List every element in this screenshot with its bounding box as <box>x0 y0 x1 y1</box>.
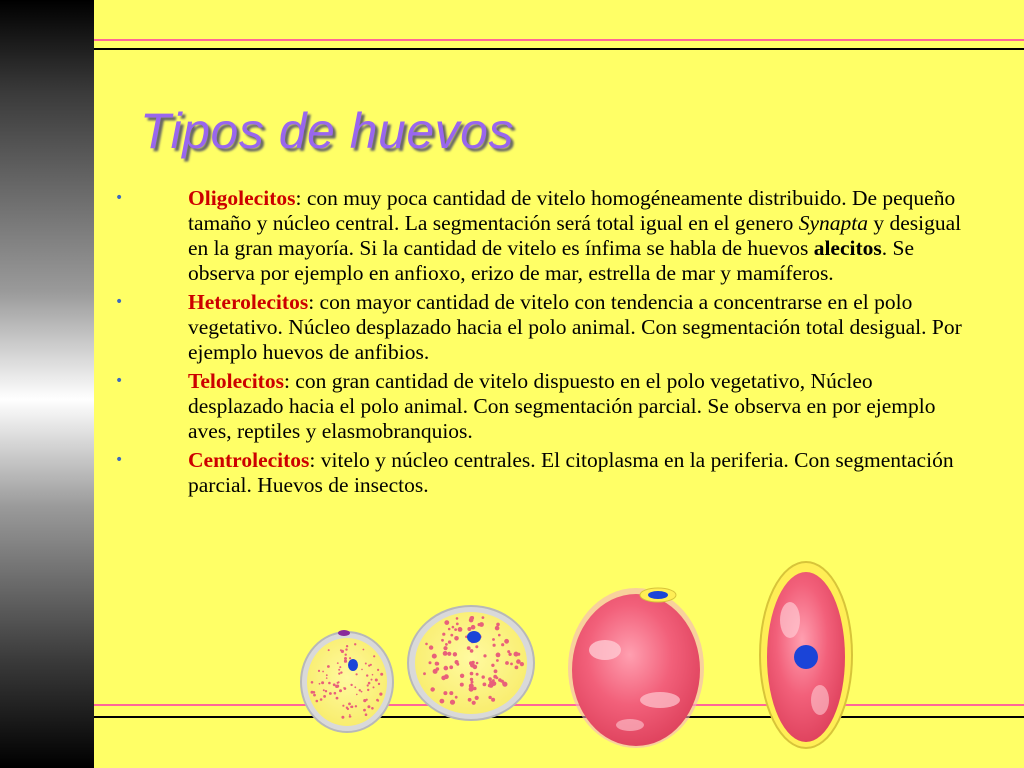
yolk-granule <box>367 684 369 686</box>
yolk-granule <box>443 651 448 656</box>
yolk-granule <box>471 640 474 643</box>
yolk-granule <box>344 660 347 663</box>
yolk-granule <box>361 691 363 693</box>
bullet-centrolecitos <box>115 448 965 498</box>
yolk-granule <box>378 683 380 685</box>
yolk-granule <box>333 683 336 686</box>
yolk-granule <box>311 681 314 684</box>
bullet-text: : con mayor cantidad de vitelo con tendencia a concentrarse en el polo vegetativo. Núcleo desplazado hacia el polo animal. Con segmentación total desigual. Por ejemplo huevos de anfibios. <box>188 290 962 364</box>
yolk-granule <box>311 691 314 694</box>
bold-term: alecitos <box>813 236 882 260</box>
yolk-granule <box>516 659 521 664</box>
yolk-granule <box>471 661 474 664</box>
yolk-granule <box>493 644 496 647</box>
yolk-granule <box>361 669 363 671</box>
yolk-granule <box>475 637 479 641</box>
yolk-granule <box>371 679 373 681</box>
bullet-oligolecitos <box>115 186 965 286</box>
yolk-granule <box>473 665 478 670</box>
yolk-granule <box>470 649 474 653</box>
yolk-granule <box>498 634 501 637</box>
yolk-granule <box>476 662 479 665</box>
yolk-granule <box>500 680 503 683</box>
yolk-granule <box>429 645 433 649</box>
yolk-granule <box>377 669 379 671</box>
polar-body-icon <box>338 630 350 636</box>
yolk-granule <box>344 657 347 660</box>
yolk-granule <box>491 698 495 702</box>
yolk-granule <box>354 667 356 669</box>
yolk-granule <box>482 616 485 619</box>
yolk-granule <box>504 639 509 644</box>
yolk-granule <box>377 700 379 702</box>
yolk-granule <box>366 699 368 701</box>
yolk-granule <box>468 698 472 702</box>
yolk-granule <box>323 695 326 698</box>
yolk-granule <box>345 648 347 650</box>
yolk-granule <box>498 678 502 682</box>
yolk-granule <box>473 687 477 691</box>
yolk-granule <box>343 687 345 689</box>
yolk-granule <box>480 623 483 626</box>
yolk-granule <box>319 683 321 685</box>
yolk-granule <box>471 681 474 684</box>
yolk-granule <box>365 663 367 665</box>
yolk-granule <box>443 646 447 650</box>
yolk-granule <box>456 663 459 666</box>
yolk-granule <box>368 665 370 667</box>
yolk-granule <box>501 680 504 683</box>
term-label: Heterolecitos <box>188 290 309 314</box>
yolk-granule <box>376 699 379 702</box>
yolk-granule <box>488 684 491 687</box>
yolk-granule <box>363 699 366 702</box>
yolk-granule <box>334 692 337 695</box>
yolk-granule <box>455 696 458 699</box>
yolk-granule <box>448 640 451 643</box>
heterolecito-egg <box>408 606 534 720</box>
yolk-granule <box>478 635 482 639</box>
yolk-granule <box>370 664 372 666</box>
nucleus-icon <box>348 659 358 671</box>
yolk-granule <box>475 645 478 648</box>
yolk-granule <box>442 633 445 636</box>
yolk-granule <box>448 628 451 631</box>
nucleus-icon <box>794 645 818 669</box>
yolk-granule <box>488 696 491 699</box>
yolk-granule <box>325 690 327 692</box>
yolk-granule <box>435 662 439 666</box>
yolk-granule <box>454 628 457 631</box>
yolk-granule <box>445 643 448 646</box>
yolk-granule <box>354 643 356 645</box>
yolk-granule <box>508 653 511 656</box>
yolk-granule <box>368 682 371 685</box>
yolk-granule <box>441 639 444 642</box>
yolk-granule <box>430 687 434 691</box>
term-label: Oligolecitos <box>188 186 296 210</box>
yolk-granule <box>488 677 492 681</box>
yolk-granule <box>429 661 432 664</box>
telolecito-egg <box>568 588 704 748</box>
yolk-granule <box>441 676 446 681</box>
yolk-granule <box>514 652 519 657</box>
yolk-granule <box>344 687 347 690</box>
yolk-granule <box>492 638 495 641</box>
yolk-granule <box>471 625 476 630</box>
yolk-granule <box>326 674 328 676</box>
centrolecito-egg <box>760 562 852 748</box>
yolk-granule <box>449 691 453 695</box>
yolk-granule <box>356 694 358 696</box>
yolk-granule <box>339 689 342 692</box>
italic-genus: Synapta <box>798 211 868 235</box>
yolk-granule <box>432 654 437 659</box>
yolk-granule <box>492 679 495 682</box>
yolk-granule <box>470 678 473 681</box>
yolk-granule <box>380 673 383 676</box>
bullet-text: : con muy poca cantidad de vitelo homogéneamente distribuido. De pequeño tamaño y núcleo central. La segmentación será total igual en el genero <box>188 186 956 235</box>
yolk-granule <box>316 700 319 703</box>
yolk-granule <box>326 677 328 679</box>
yolk-granule <box>346 645 348 647</box>
yolk-granule <box>496 623 500 627</box>
yolk-granule <box>373 655 375 657</box>
yolk-granule <box>436 662 439 665</box>
yolk-granule <box>479 622 484 627</box>
yolk-granule <box>501 643 504 646</box>
yolk-granule <box>328 649 330 651</box>
term-label: Centrolecitos <box>188 448 310 472</box>
yolk-granule <box>476 673 479 676</box>
yolk-granule <box>340 671 342 673</box>
yolk-granule <box>323 689 325 691</box>
yolk-granule <box>467 627 471 631</box>
yolk-granule <box>469 661 473 665</box>
yolk-granule <box>347 708 349 710</box>
yolk-granule <box>502 682 507 687</box>
yolk-granule <box>321 681 324 684</box>
yolk-granule <box>338 669 340 671</box>
term-label: Telolecitos <box>188 369 284 393</box>
yolk-granule <box>496 653 501 658</box>
yolk-granule <box>456 623 459 626</box>
yolk-granule <box>483 654 486 657</box>
yolk-granule <box>453 652 457 656</box>
yolk-granule <box>492 681 497 686</box>
slide-title: Tipos de huevos <box>140 103 514 159</box>
bullet-telolecitos <box>115 369 965 444</box>
yolk-granule <box>337 682 339 684</box>
yolk-granule <box>425 643 428 646</box>
yolk-granule <box>510 663 513 666</box>
yolk-granule <box>467 646 471 650</box>
yolk-granule <box>469 616 473 620</box>
yolk-granule <box>367 689 369 691</box>
yolk-granule <box>336 685 338 687</box>
yolk-granule <box>336 685 339 688</box>
yolk-granule <box>341 650 344 653</box>
yolk-granule <box>460 683 464 687</box>
yolk-granule <box>327 665 330 668</box>
gradient-sidebar <box>0 0 94 768</box>
yolk-granule <box>489 683 494 688</box>
yolk-granule <box>444 666 449 671</box>
yolk-granule <box>465 636 468 639</box>
yolk-granule <box>379 693 382 696</box>
yolk-granule <box>489 681 493 685</box>
yolk-granule <box>469 687 474 692</box>
yolk-granule <box>376 679 378 681</box>
yolk-granule <box>436 667 440 671</box>
yolk-granule <box>423 672 426 675</box>
yolk-granule <box>328 682 331 685</box>
yolk-granule <box>517 653 520 656</box>
yolk-granule <box>460 674 464 678</box>
yolk-granule <box>494 669 498 673</box>
yolk-granule <box>454 636 459 641</box>
yolk-granule <box>349 657 351 659</box>
yolk-granule <box>458 627 463 632</box>
yolk-granule <box>469 684 474 689</box>
bottom-black-rule <box>94 716 1024 718</box>
nucleus-icon <box>648 591 668 599</box>
yolk-granule <box>313 691 316 694</box>
top-black-rule <box>94 48 1024 50</box>
yolk-granule <box>433 669 438 674</box>
yolk-granule <box>338 673 340 675</box>
yolk-granule <box>320 698 323 701</box>
yolk-granule <box>335 685 338 688</box>
yolk-granule <box>337 662 339 664</box>
nucleus-icon <box>467 631 481 643</box>
bottom-pink-rule <box>94 704 1024 706</box>
bullet-dot-icon: • <box>115 294 124 310</box>
yolk-granule <box>339 666 341 668</box>
yolk-granule <box>495 626 500 631</box>
yolk-granule <box>322 671 324 673</box>
yolk-granule <box>340 649 342 651</box>
yolk-granule <box>444 620 449 625</box>
yolk-granule <box>507 650 510 653</box>
yolk-granule <box>491 664 494 667</box>
bullet-text: : con gran cantidad de vitelo dispuesto en el polo vegetativo, Núcleo desplazado hacia el polo animal. Con segmentación parcial. Se observa en por ejemplo aves, reptiles y elasmobranquios. <box>188 369 936 443</box>
yolk-granule <box>443 691 447 695</box>
yolk-granule <box>313 694 316 697</box>
yolk-granule <box>444 674 449 679</box>
yolk-granule <box>502 682 505 685</box>
bullet-text: y desigual en la gran mayoría. Si la cantidad de vitelo es ínfima se habla de huevos <box>188 211 962 260</box>
yolk-granule <box>447 652 451 656</box>
yolk-granule <box>345 654 347 656</box>
yolk-granule <box>350 684 352 686</box>
yolk-granule <box>450 634 453 637</box>
yolk-granule <box>456 617 459 620</box>
bullet-list <box>115 186 965 502</box>
yolk-granule <box>350 706 352 708</box>
yolk-granule <box>496 659 499 662</box>
bullet-dot-icon: • <box>115 190 124 206</box>
yolk-granule <box>336 697 339 700</box>
yolk-granule <box>338 681 340 683</box>
yolk-granule <box>356 673 358 675</box>
bullet-dot-icon: • <box>115 452 124 468</box>
yolk-granule <box>496 676 499 679</box>
yolk-granule <box>449 665 453 669</box>
yolk-granule <box>452 626 455 629</box>
yolk-granule <box>371 707 374 710</box>
top-pink-rule <box>94 39 1024 41</box>
yolk-granule <box>493 675 497 679</box>
yolk-granule <box>354 686 356 688</box>
yolk-granule <box>363 709 366 712</box>
bullet-text: . Se observa por ejemplo en anfioxo, erizo de mar, estrella de mar y mamíferos. <box>188 236 914 285</box>
yolk-granule <box>470 616 474 620</box>
bullet-dot-icon: • <box>115 373 124 389</box>
yolk-granule <box>469 618 474 623</box>
yolk-granule <box>366 674 368 676</box>
yolk-granule <box>478 623 481 626</box>
yolk-granule <box>482 675 485 678</box>
yolk-granule <box>515 666 519 670</box>
yolk-granule <box>520 662 524 666</box>
yolk-granule <box>372 674 374 676</box>
yolk-granule <box>483 683 487 687</box>
yolk-granule <box>363 649 365 651</box>
yolk-granule <box>505 661 509 665</box>
yolk-granule <box>475 696 479 700</box>
yolk-granule <box>373 686 375 688</box>
yolk-granule <box>470 672 474 676</box>
yolk-granule <box>440 699 445 704</box>
bullet-heterolecitos <box>115 290 965 365</box>
yolk-granule <box>359 689 361 691</box>
yolk-granule <box>432 688 435 691</box>
bullet-text: : vitelo y núcleo centrales. El citoplasma en la periferia. Con segmentación parcial. Huevos de insectos. <box>188 448 954 497</box>
yolk-granule <box>375 679 378 682</box>
yolk-granule <box>455 660 459 664</box>
yolk-granule <box>470 663 475 668</box>
yolk-granule <box>318 670 320 672</box>
yolk-granule <box>329 692 332 695</box>
yolk-granule <box>346 707 348 709</box>
yolk-granule <box>353 666 355 668</box>
